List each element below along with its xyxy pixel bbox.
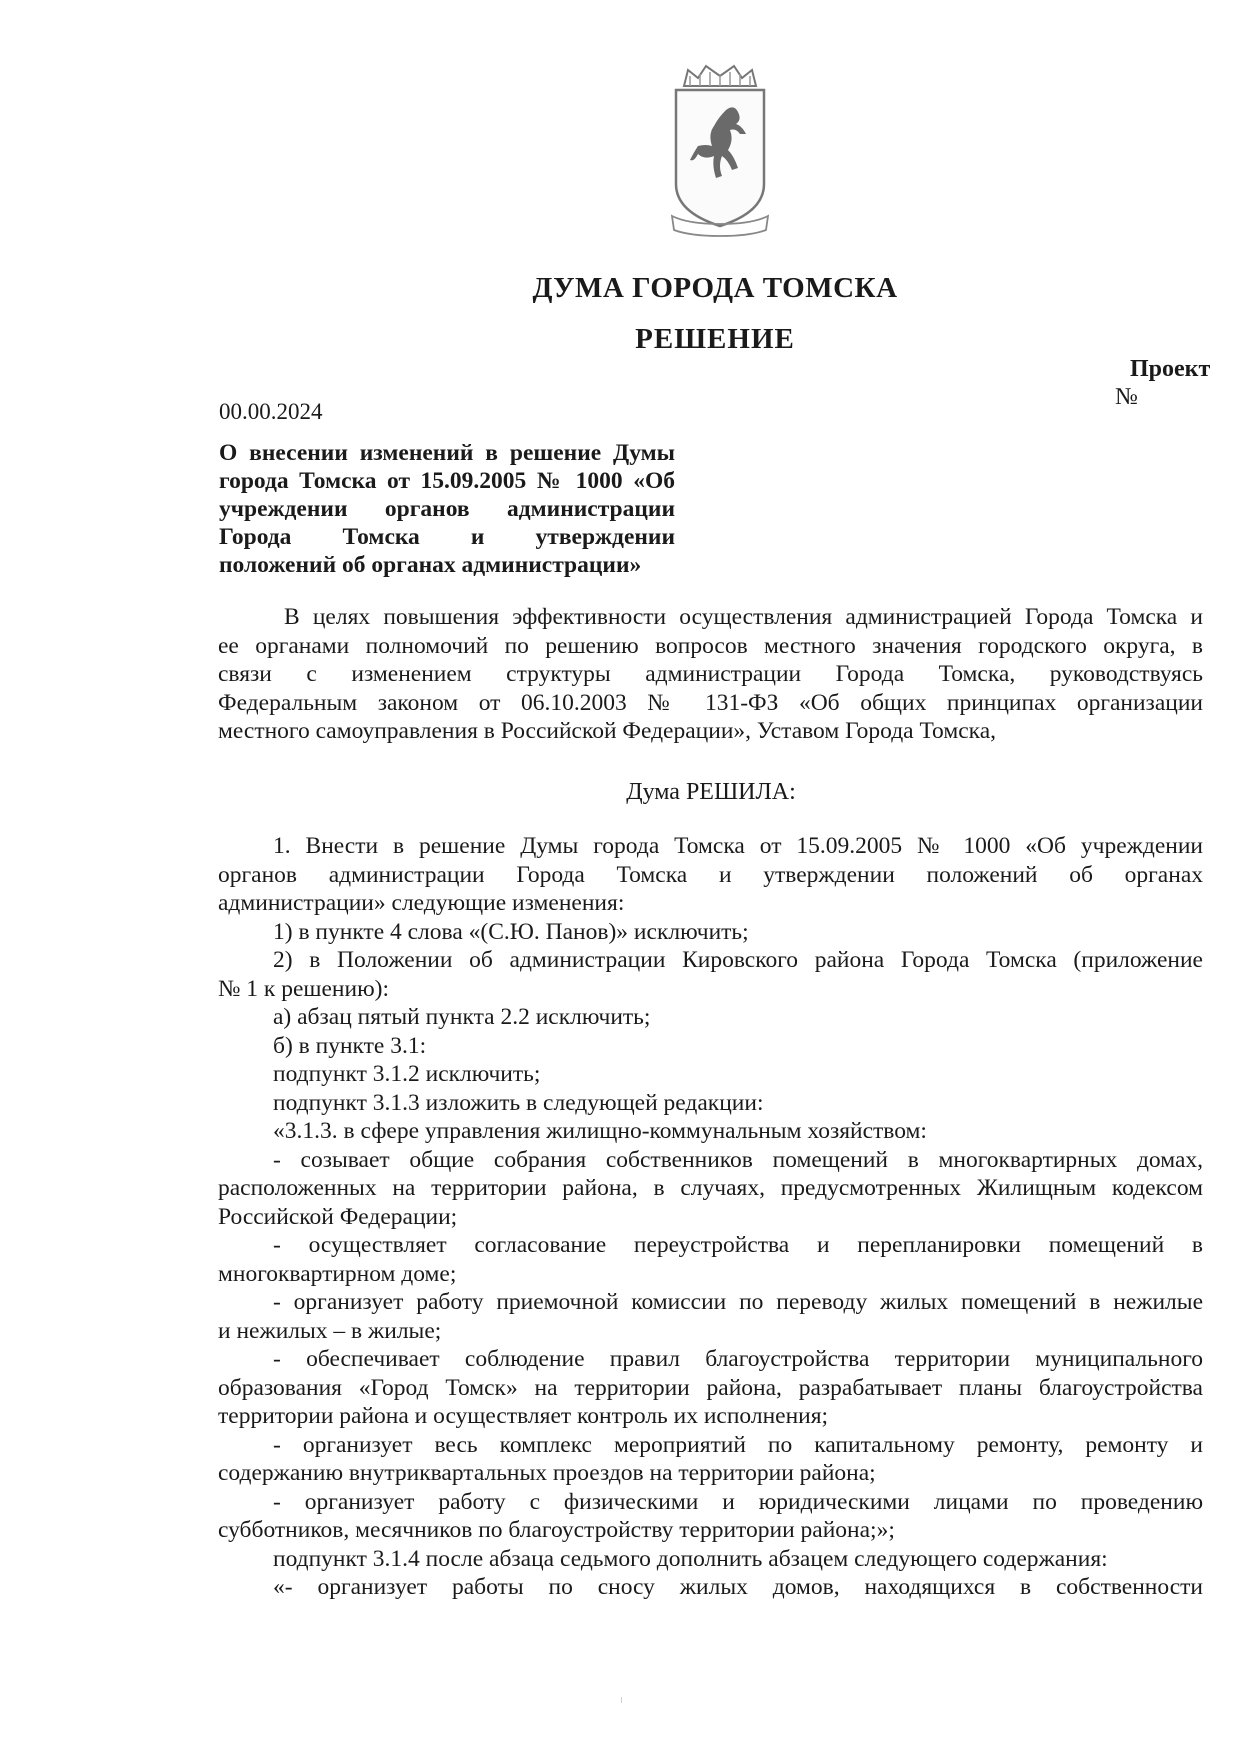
body-line: № 1 к решению):: [218, 975, 389, 1002]
body-line: территории района и осуществляет контроль их исполнения;: [218, 1403, 829, 1429]
preamble-paragraph: [218, 603, 1203, 746]
body-line: - организует работу приемочной комиссии по переводу жилых помещений в нежилые: [273, 1289, 1203, 1315]
body-line: расположенных на территории района, в случаях, предусмотренных Жилищным кодексом: [218, 1175, 1203, 1201]
body-line: 1. Внести в решение Думы города Томска от 15.09.2005 № 1000 «Об учреждении: [273, 833, 1203, 859]
body-line: б) в пункте 3.1:: [273, 1032, 427, 1059]
organization-title: ДУМА ГОРОДА ТОМСКА: [532, 272, 898, 304]
body-line: - организует весь комплекс мероприятий по капитальному ремонту, ремонту и: [273, 1431, 1203, 1458]
subject-line: Города Томска и утверждении: [219, 524, 675, 550]
subject-line: положений об органах администрации»: [219, 552, 642, 578]
body-line: а) абзац пятый пункта 2.2 исключить;: [273, 1004, 651, 1030]
body-line: и нежилых – в жилые;: [218, 1317, 442, 1344]
subject-line: города Томска от 15.09.2005 № 1000 «Об: [219, 468, 675, 494]
body-line: образования «Город Томск» на территории района, разрабатывает планы благоустройства: [218, 1374, 1203, 1401]
body-line: многоквартирном доме;: [218, 1260, 457, 1287]
body-line: 2) в Положении об администрации Кировского района Города Томска (приложение: [273, 947, 1203, 973]
body-line: - созывает общие собрания собственников помещений в многоквартирных домах,: [273, 1146, 1203, 1173]
project-label: Проект: [1130, 356, 1211, 382]
body-line: - организует работу с физическими и юридическими лицами по проведению: [273, 1488, 1203, 1515]
body-line: подпункт 3.1.2 исключить;: [273, 1061, 541, 1087]
preamble-line: В целях повышения эффективности осуществления администрацией Города Томска и: [284, 604, 1203, 630]
body-line: «3.1.3. в сфере управления жилищно-коммунальным хозяйством:: [273, 1118, 927, 1144]
document-type-title: РЕШЕНИЕ: [635, 323, 795, 355]
body-line: - обеспечивает соблюдение правил благоустройства территории муниципального: [273, 1346, 1203, 1372]
preamble-line: Федеральным законом от 06.10.2003 № 131-ФЗ «Об общих принципах организации: [218, 689, 1203, 716]
body-line: - осуществляет согласование переустройства и перепланировки помещений в: [273, 1232, 1203, 1258]
preamble-line: ее органами полномочий по решению вопросов местного значения городского округа, в: [218, 632, 1203, 659]
coat-of-arms-emblem: [668, 64, 772, 242]
number-label: №: [1115, 384, 1138, 410]
body-line: администрации» следующие изменения:: [218, 890, 625, 916]
subject-line: учреждении органов администрации: [219, 496, 675, 522]
body-line: «- организует работы по сносу жилых домов, находящихся в собственности: [273, 1574, 1203, 1600]
body-line: подпункт 3.1.3 изложить в следующей редакции:: [273, 1089, 764, 1116]
body-line: субботников, месячников по благоустройству территории района;»;: [218, 1517, 895, 1543]
document-subject: [219, 439, 675, 579]
subject-line: О внесении изменений в решение Думы: [219, 440, 675, 466]
body-line: 1) в пункте 4 слова «(С.Ю. Панов)» исключить;: [273, 918, 749, 945]
body-line: Российской Федерации;: [218, 1203, 458, 1230]
body-line: органов администрации Города Томска и утверждении положений об органах: [218, 861, 1203, 888]
document-date: 00.00.2024: [219, 399, 323, 424]
resolved-heading: Дума РЕШИЛА:: [626, 779, 796, 805]
preamble-line: местного самоуправления в Российской Федерации», Уставом Города Томска,: [218, 718, 997, 744]
resolution-body: [218, 832, 1203, 1602]
scan-mark: [621, 1697, 622, 1703]
body-line: подпункт 3.1.4 после абзаца седьмого дополнить абзацем следующего содержания:: [273, 1545, 1108, 1572]
body-line: содержанию внутриквартальных проездов на территории района;: [218, 1460, 876, 1486]
preamble-line: связи с изменением структуры администрации Города Томска, руководствуясь: [218, 661, 1203, 687]
